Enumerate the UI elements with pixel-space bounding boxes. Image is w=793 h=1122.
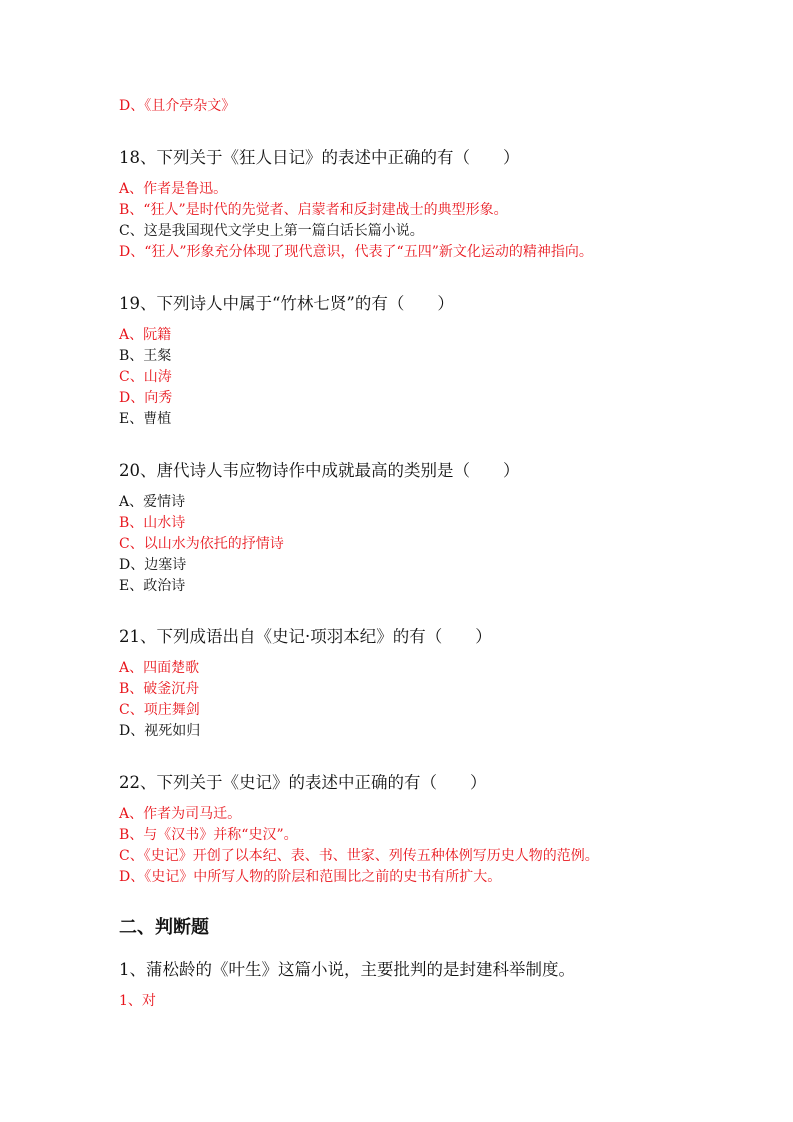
answer-option: D、视死如归: [119, 723, 201, 739]
answer-option: A、四面楚歌: [119, 660, 200, 676]
answer-option: B、山水诗: [119, 515, 186, 531]
answer-option: B、与《汉书》并称“史汉”。: [119, 827, 298, 843]
answer-option: B、破釜沉舟: [119, 681, 200, 697]
question-title: 22、下列关于《史记》的表述中正确的有（ ）: [119, 773, 487, 792]
answer-option: C、山涛: [119, 369, 172, 385]
question-title: 21、下列成语出自《史记·项羽本纪》的有（ ）: [119, 627, 492, 646]
question-title: 20、唐代诗人韦应物诗作中成就最高的类别是（ ）: [119, 461, 520, 480]
answer-option: C、以山水为依托的抒情诗: [119, 536, 284, 552]
answer-option: B、王粲: [119, 348, 172, 364]
answer-option: D、《史记》中所写人物的阶层和范围比之前的史书有所扩大。: [119, 869, 502, 885]
answer-option: D、《且介亭杂文》: [119, 98, 236, 114]
answer-option: D、“狂人”形象充分体现了现代意识，代表了“五四”新文化运动的精神指向。: [119, 244, 593, 260]
answer-option: A、爱情诗: [119, 494, 186, 510]
question-title: 18、下列关于《狂人日记》的表述中正确的有（ ）: [119, 148, 520, 167]
question-title: 19、下列诗人中属于“竹林七贤”的有（ ）: [119, 294, 454, 313]
answer-option: A、作者是鲁迅。: [119, 181, 228, 197]
answer-option: C、《史记》开创了以本纪、表、书、世家、列传五种体例写历史人物的范例。: [119, 848, 599, 864]
answer-option: A、阮籍: [119, 327, 172, 343]
answer-option: C、这是我国现代文学史上第一篇白话长篇小说。: [119, 223, 424, 239]
question-title: 1、蒲松龄的《叶生》这篇小说，主要批判的是封建科举制度。: [119, 960, 575, 979]
answer-option: C、项庄舞剑: [119, 702, 200, 718]
answer-option: D、向秀: [119, 390, 173, 406]
answer-option: E、政治诗: [119, 578, 186, 594]
answer-option: A、作者为司马迁。: [119, 806, 242, 822]
answer-option: E、曹植: [119, 411, 172, 427]
answer-option: D、边塞诗: [119, 557, 187, 573]
answer-text: 1、对: [119, 993, 156, 1009]
section-heading: 二、判断题: [119, 917, 209, 938]
answer-option: B、“狂人”是时代的先觉者、启蒙者和反封建战士的典型形象。: [119, 202, 508, 218]
